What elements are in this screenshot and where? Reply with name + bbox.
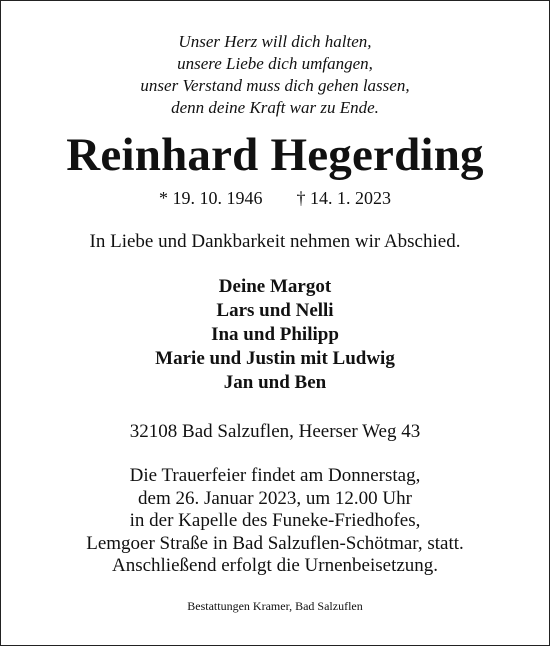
memorial-poem	[1, 31, 549, 119]
poem-line: Unser Herz will dich halten,	[178, 32, 372, 51]
funeral-detail-line: Anschließend erfolgt die Urnenbeisetzung.	[111, 555, 439, 576]
poem-line: denn deine Kraft war zu Ende.	[171, 98, 379, 117]
family-address: 32108 Bad Salzuflen, Heerser Weg 43	[129, 421, 421, 442]
funeral-details	[1, 465, 549, 578]
poem-line: unser Verstand muss dich gehen lassen,	[140, 76, 410, 95]
mourner-line: Ina und Philipp	[211, 324, 339, 345]
funeral-detail-line: in der Kapelle des Funeke-Friedhofes,	[129, 510, 421, 531]
undertaker-credit: Bestattungen Kramer, Bad Salzuflen	[187, 599, 363, 613]
deceased-name: Reinhard Hegerding	[66, 129, 484, 181]
mourner-line: Deine Margot	[218, 276, 332, 297]
mourner-line: Marie und Justin mit Ludwig	[155, 348, 395, 369]
life-dates	[1, 187, 549, 209]
death-date: † 14. 1. 2023	[296, 188, 391, 208]
poem-line: unsere Liebe dich umfangen,	[177, 54, 373, 73]
funeral-detail-line: Lemgoer Straße in Bad Salzuflen-Schötmar, statt.	[86, 532, 464, 554]
mourner-line: Lars und Nelli	[216, 300, 334, 321]
mourners-list	[1, 275, 549, 395]
farewell-statement: In Liebe und Dankbarkeit nehmen wir Abschied.	[89, 231, 461, 252]
mourner-line: Jan und Ben	[223, 372, 327, 393]
birth-date: * 19. 10. 1946	[159, 188, 263, 208]
funeral-detail-line: Die Trauerfeier findet am Donnerstag,	[129, 465, 421, 486]
funeral-detail-line: dem 26. Januar 2023, um 12.00 Uhr	[138, 487, 412, 509]
